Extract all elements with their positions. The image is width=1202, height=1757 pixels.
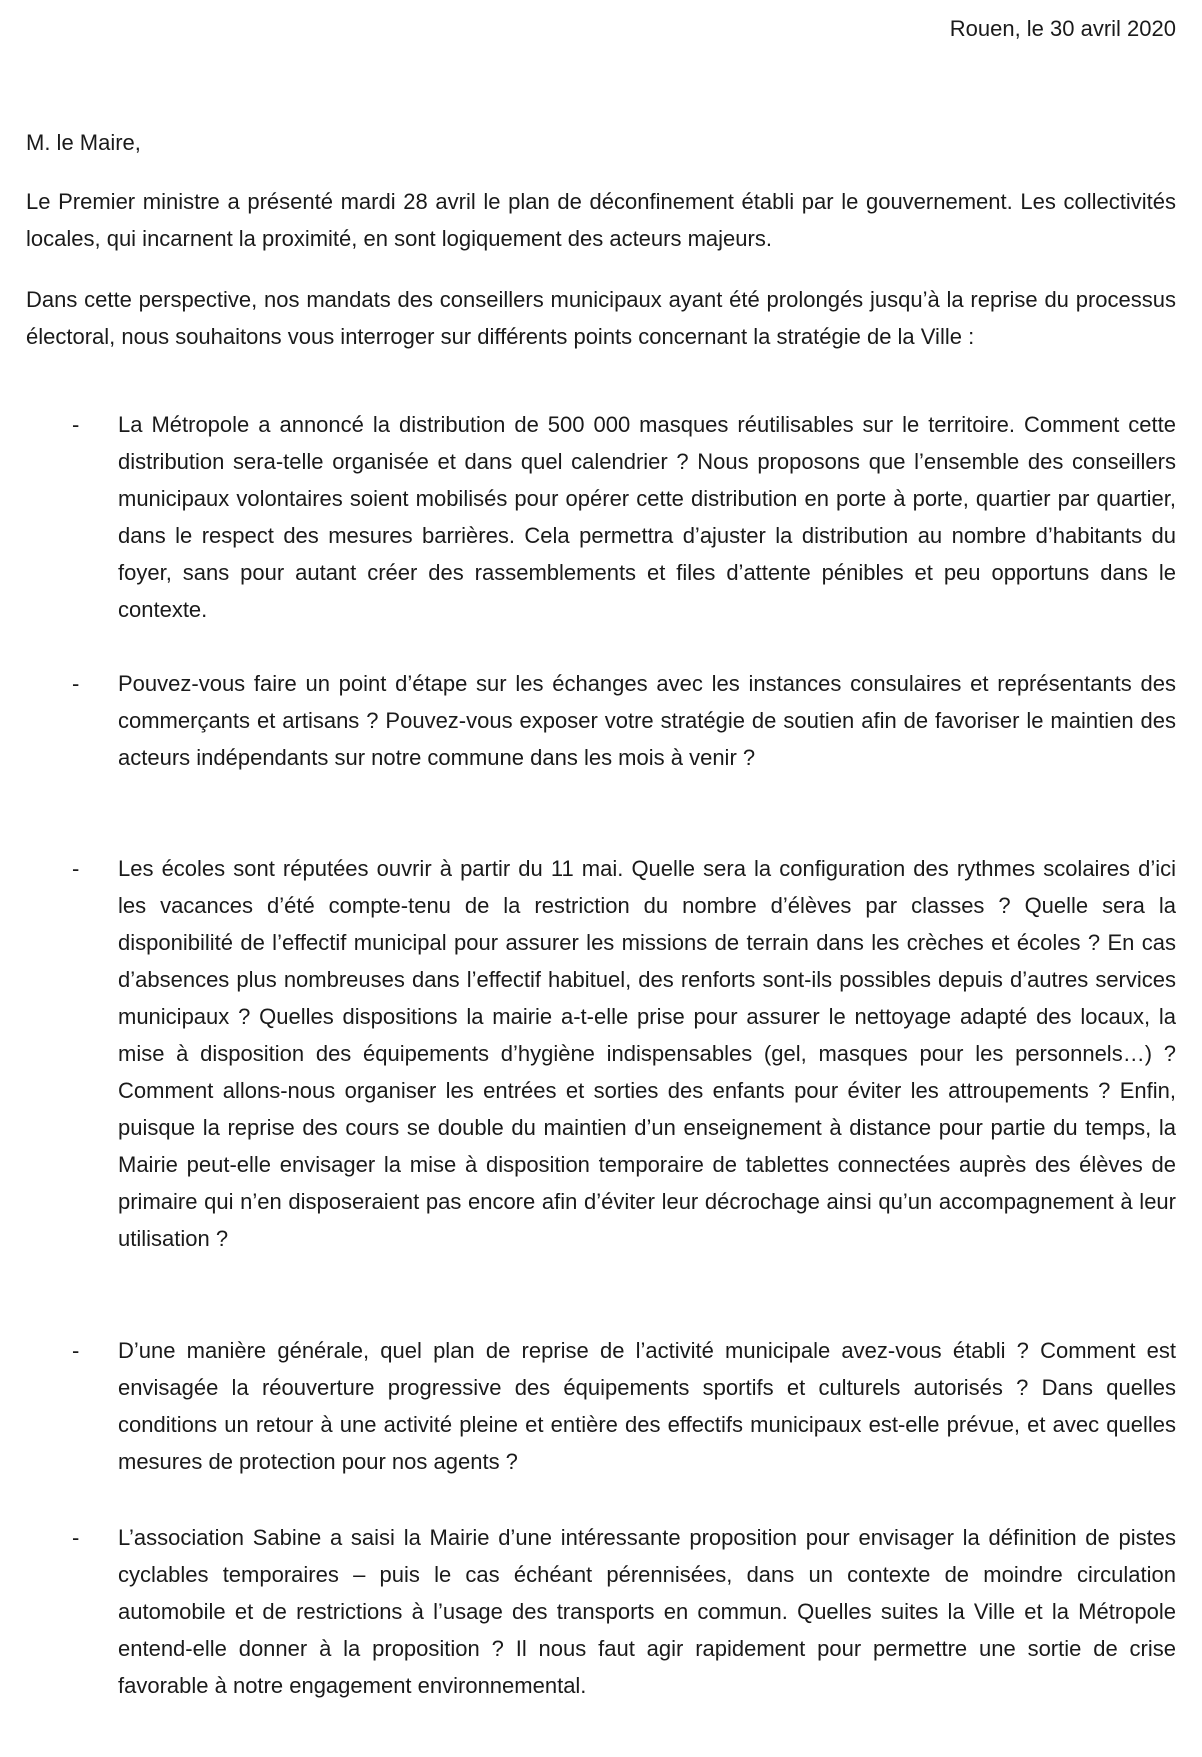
bullet-dash: - [72,1525,80,1550]
list-item-text: La Métropole a annoncé la distribution de 500 000 masques réutilisables sur le territoire. Comment cette distribution sera-telle organisée et dans quel calendrier ? Nous proposons que l’ensemble des conseillers municipaux volontaires soient mobilisés pour opérer cette distribution en porte à porte, quartier par quartier, dans le respect des mesures barrières. Cela permettra d’ajuster la distribution au nombre d’habitants du foyer, sans pour autant créer des rassemblements et files d’attente pénibles et peu opportuns dans le contexte. [118,412,1176,622]
greeting: M. le Maire, [26,130,141,155]
intro-paragraph: Le Premier ministre a présenté mardi 28 avril le plan de déconfinement établi par le gouvernement. Les collectivités locales, qui incarnent la proximité, en sont logiquement des acteurs majeurs. [26,189,1176,251]
list-item-text: Pouvez-vous faire un point d’étape sur les échanges avec les instances consulaires et représentants des commerçants et artisans ? Pouvez-vous exposer votre stratégie de soutien afin de favoriser le maintien des acteurs indépendants sur notre commune dans les mois à venir ? [118,671,1176,770]
context-paragraph: Dans cette perspective, nos mandats des conseillers municipaux ayant été prolongés jusqu’à la reprise du processus électoral, nous souhaitons vous interroger sur différents points concernant la stratégie de la Ville : [26,287,1176,349]
list-item-text: D’une manière générale, quel plan de reprise de l’activité municipale avez-vous établi ? Comment est envisagée la réouverture progressive des équipements sportifs et culturels autorisés ? Dans quelles conditions un retour à une activité pleine et entière des effectifs municipaux est-elle prévue, et avec quelles mesures de protection pour nos agents ? [118,1338,1176,1474]
bullet-dash: - [72,856,80,881]
list-item-text: L’association Sabine a saisi la Mairie d’une intéressante proposition pour envisager la définition de pistes cyclables temporaires – puis le cas échéant pérennisées, dans un contexte de moindre circulation automobile et de restrictions à l’usage des transports en commun. Quelles suites la Ville et la Métropole entend-elle donner à la proposition ? Il nous faut agir rapidement pour permettre une sortie de crise favorable à notre engagement environnemental. [118,1525,1176,1698]
bullet-dash: - [72,671,80,696]
date-line: Rouen, le 30 avril 2020 [949,16,1176,41]
bullet-dash: - [72,1338,80,1363]
list-item-text: Les écoles sont réputées ouvrir à partir du 11 mai. Quelle sera la configuration des rythmes scolaires d’ici les vacances d’été compte-tenu de la restriction du nombre d’élèves par classes ? Quelle sera la disponibilité de l’effectif municipal pour assurer les missions de terrain dans les crèches et écoles ? En cas d’absences plus nombreuses dans l’effectif habituel, des renforts sont-ils possibles depuis d’autres services municipaux ? Quelles dispositions la mairie a-t-elle prise pour assurer le nettoyage adapté des locaux, la mise à disposition des équipements d’hygiène indispensables (gel, masques pour les personnels…) ? Comment allons-nous organiser les entrées et sorties des enfants pour éviter les attroupements ? Enfin, puisque la reprise des cours se double du maintien d’un enseignement à distance pour partie du temps, la Mairie peut-elle envisager la mise à disposition temporaire de tablettes connectées auprès des élèves de primaire qui n’en disposeraient pas encore afin d’éviter leur décrochage ainsi qu’un accompagnement à leur utilisation ? [118,856,1176,1251]
bullet-dash: - [72,412,80,437]
